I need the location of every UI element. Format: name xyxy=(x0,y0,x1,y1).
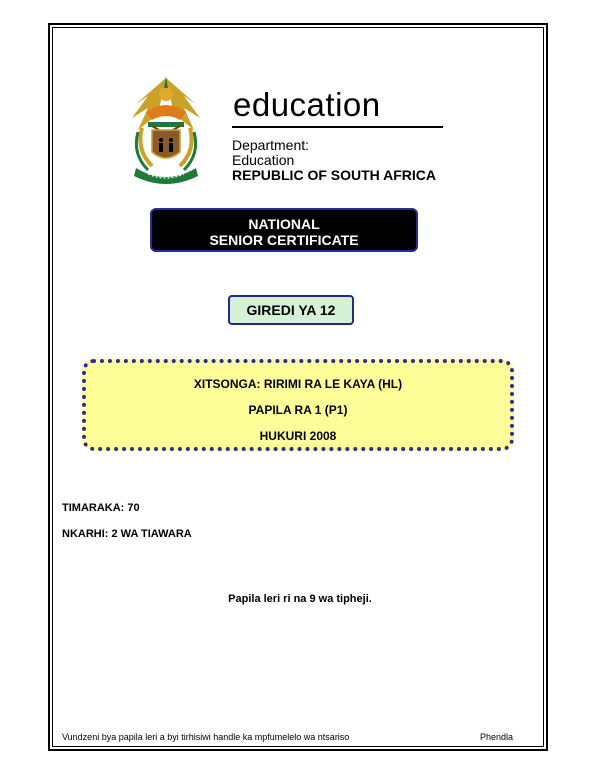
certificate-line-1: NATIONAL xyxy=(248,216,320,232)
copyright-footer: Vundzeni bya papila leri a byi tirhisiwi handle ka mpfumelelo wa ntsariso xyxy=(62,732,350,742)
paper-number: PAPILA RA 1 (P1) xyxy=(248,403,348,417)
time-info: NKARHI: 2 WA TIAWARA xyxy=(62,528,192,540)
turn-page-label: Phendla xyxy=(480,732,514,742)
brand-title: education xyxy=(233,86,381,123)
department-name: Education xyxy=(232,152,295,168)
subject-title: XITSONGA: RIRIMI RA LE KAYA (HL) xyxy=(193,377,403,391)
grade-badge: GIREDI YA 12 xyxy=(228,295,354,325)
coat-of-arms-icon xyxy=(118,68,214,188)
country-name: REPUBLIC OF SOUTH AFRICA xyxy=(232,167,437,183)
subject-box xyxy=(82,359,514,451)
brand-divider xyxy=(232,126,443,128)
department-label: Department: xyxy=(232,137,310,153)
certificate-line-2: SENIOR CERTIFICATE xyxy=(209,232,359,248)
exam-session: HUKURI 2008 xyxy=(259,429,337,443)
marks-info: TIMARAKA: 70 xyxy=(62,502,140,514)
certificate-banner xyxy=(150,208,418,252)
page-count-note: Papila leri ri na 9 wa tipheji. xyxy=(228,593,372,605)
